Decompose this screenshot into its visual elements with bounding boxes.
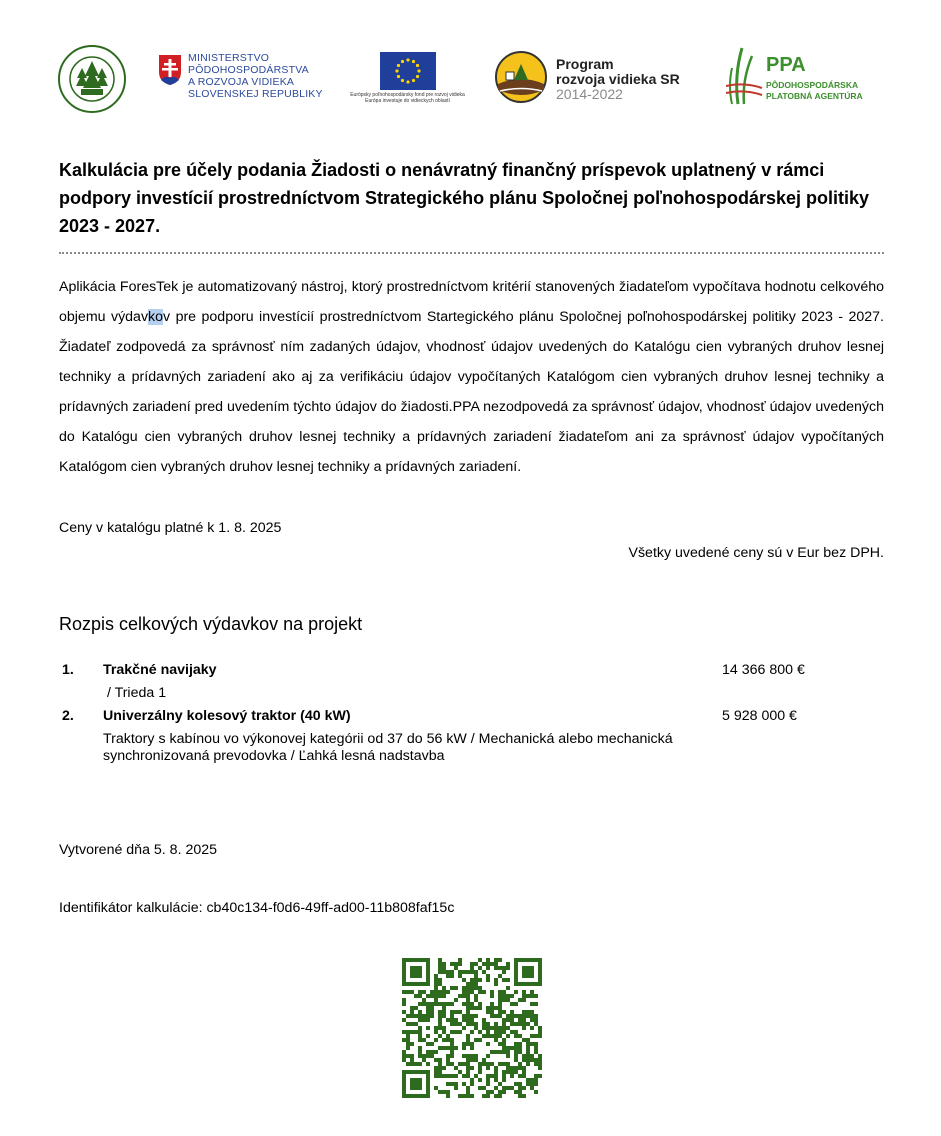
ppa-acronym: PPA (766, 54, 806, 76)
nlc-logo (57, 44, 127, 114)
program-years: 2014-2022 (556, 86, 623, 102)
item-2-price: 5 928 000 € (722, 708, 797, 724)
section-title: Rozpis celkových výdavkov na projekt (59, 614, 363, 634)
eu-logo (340, 52, 475, 112)
eu-flag-icon (380, 52, 436, 90)
ppa-wheat-icon (724, 46, 764, 106)
calculation-identifier: Identifikátor kalkulácie: cb40c134-f0d6-49ff-ad00-11b808faf15c (59, 900, 455, 916)
item-1-price: 14 366 800 € (722, 662, 805, 678)
ppa-full-name (766, 80, 863, 102)
created-date: Vytvorené dňa 5. 8. 2025 (59, 842, 218, 858)
eu-caption (340, 92, 475, 104)
ministry-line-1: MINISTERSTVO (188, 52, 270, 64)
catalog-prices-date: Ceny v katalógu platné k 1. 8. 2025 (59, 520, 282, 536)
slovak-coat-of-arms-icon (158, 54, 182, 86)
ministry-line-3: A ROZVOJA VIDIEKA (188, 76, 295, 88)
rural-development-program-logo (494, 48, 694, 108)
eu-caption-line-2: Európa investuje do vidieckych oblastí (365, 98, 450, 104)
program-emblem-icon (494, 50, 548, 104)
program-title (556, 57, 680, 102)
text-selection-highlight: ko (148, 309, 164, 325)
item-2-name: Univerzálny kolesový traktor (40 kW) (103, 708, 351, 724)
ministry-line-2: PÔDOHOSPODÁRSTVA (188, 64, 309, 76)
disclaimer-text-end: v pre podporu investícií prostredníctvom Startegického plánu Spoločnej poľnohospodárskej politiky 2023 - 2027. Žiadateľ zodpovedá za správnosť ním zadaných údajov, vhodnosť údajov uvedených do Katalógu cien vybraných druhov lesnej techniky a prídavných zariadení ako aj za verifikáciu údajov vypočítaných Katalógom cien vybraných druhov lesnej techniky a prídavných zariadení pred uvedením týchto údajov do žiadosti.PPA nezodpovedá za správnosť údajov, vhodnosť údajov uvedených do Katalógu cien vybraných druhov lesnej techniky a prídavných zariadení žiadateľom ani za správnosť údajov vypočítaných Katalógom cien vybraných druhov lesnej techniky a prídavných zariadení. (59, 309, 884, 475)
ministry-name (188, 52, 323, 100)
eu-caption-line-1: Európsky poľnohospodársky fond pre rozvoj vidieka (350, 92, 465, 98)
ministry-logo (158, 50, 323, 106)
item-1-description: / Trieda 1 (103, 685, 167, 701)
item-1-number: 1. (62, 662, 74, 678)
ppa-logo (724, 44, 884, 110)
dotted-separator (59, 252, 884, 254)
disclaimer-text-start: Aplikácia ForesTek je automatizovaný nástroj, ktorý prostredníctvom kritérií stanovených žiadateľom vypočítava hodnotu celkového objemu výdav (59, 279, 884, 325)
item-2-number: 2. (62, 708, 74, 724)
ppa-line-2: PLATOBNÁ AGENTÚRA (766, 91, 863, 101)
document-title: Kalkulácia pre účely podania Žiadosti o nenávratný finančný príspevok uplatnený v rámci podpory investícií prostredníctvom Strategického plánu Spoločnej poľnohospodárskej politiky 2023 - 2027. (59, 160, 870, 236)
qr-code-icon (402, 958, 542, 1098)
nlc-logo-icon (57, 44, 127, 114)
disclaimer-paragraph (59, 272, 884, 482)
qr-code (402, 958, 542, 1098)
item-1-name: Trakčné navijaky (103, 662, 217, 678)
program-line-1: Program (556, 56, 614, 72)
vat-note: Všetky uvedené ceny sú v Eur bez DPH. (628, 545, 884, 561)
program-line-2: rozvoja vidieka SR (556, 71, 680, 87)
ppa-line-1: PÔDOHOSPODÁRSKA (766, 80, 859, 90)
ministry-line-4: SLOVENSKEJ REPUBLIKY (188, 88, 323, 100)
item-2-description: Traktory s kabínou vo výkonovej kategórii od 37 do 56 kW / Mechanická alebo mechanická synchronizovaná prevodovka / Ľahká lesná nadstavba (103, 731, 673, 764)
